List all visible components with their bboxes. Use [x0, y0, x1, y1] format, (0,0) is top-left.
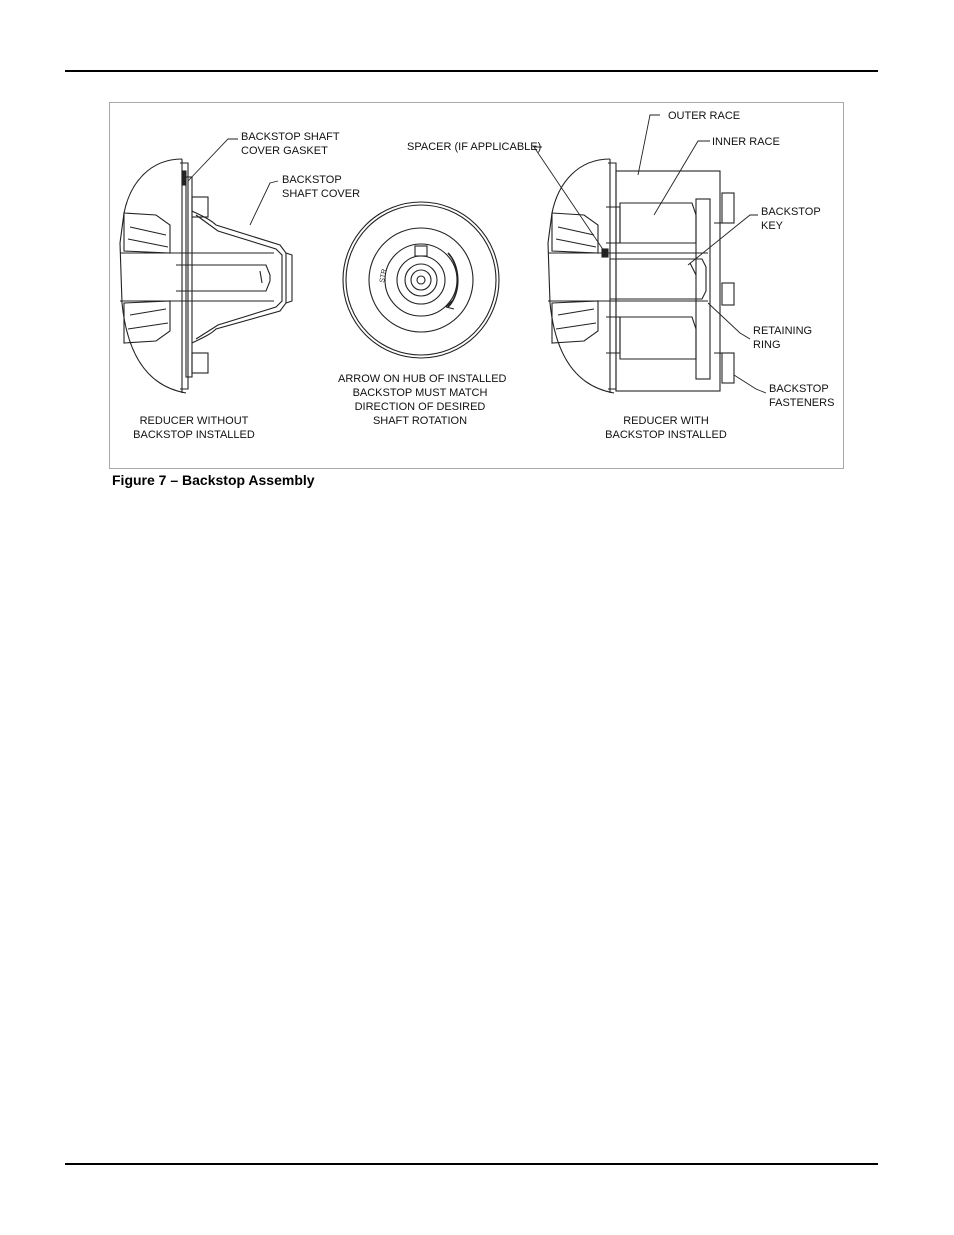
svg-text:STR: STR [379, 268, 389, 284]
label-outer-race: OUTER RACE [668, 110, 741, 122]
reducer-with-backstop-drawing [534, 115, 766, 393]
reducer-without-backstop-drawing [120, 139, 292, 393]
backstop-face-drawing [343, 202, 499, 358]
label-reducer-without: REDUCER WITHOUT BACKSTOP INSTALLED [133, 415, 255, 441]
label-retaining-ring: RETAINING RING [753, 325, 813, 351]
footer-rule [65, 1163, 878, 1165]
label-inner-race: INNER RACE [712, 136, 780, 148]
label-backstop-fasteners: BACKSTOP FASTENERS [769, 383, 835, 409]
label-backstop-key: BACKSTOP KEY [761, 206, 821, 232]
figure-caption: Figure 7 – Backstop Assembly [112, 472, 315, 488]
label-shaft-cover-gasket: BACKSTOP SHAFT COVER GASKET [241, 131, 340, 157]
label-spacer: SPACER (IF APPLICABLE) [407, 141, 542, 153]
label-shaft-cover: BACKSTOP SHAFT COVER [282, 174, 361, 200]
backstop-assembly-figure [109, 102, 844, 469]
label-arrow-note: ARROW ON HUB OF INSTALLED BACKSTOP MUST MATCH DIRECTION OF DESIRED SHAFT ROTATION [338, 373, 507, 427]
label-reducer-with: REDUCER WITH BACKSTOP INSTALLED [605, 415, 727, 441]
header-rule [65, 70, 878, 72]
